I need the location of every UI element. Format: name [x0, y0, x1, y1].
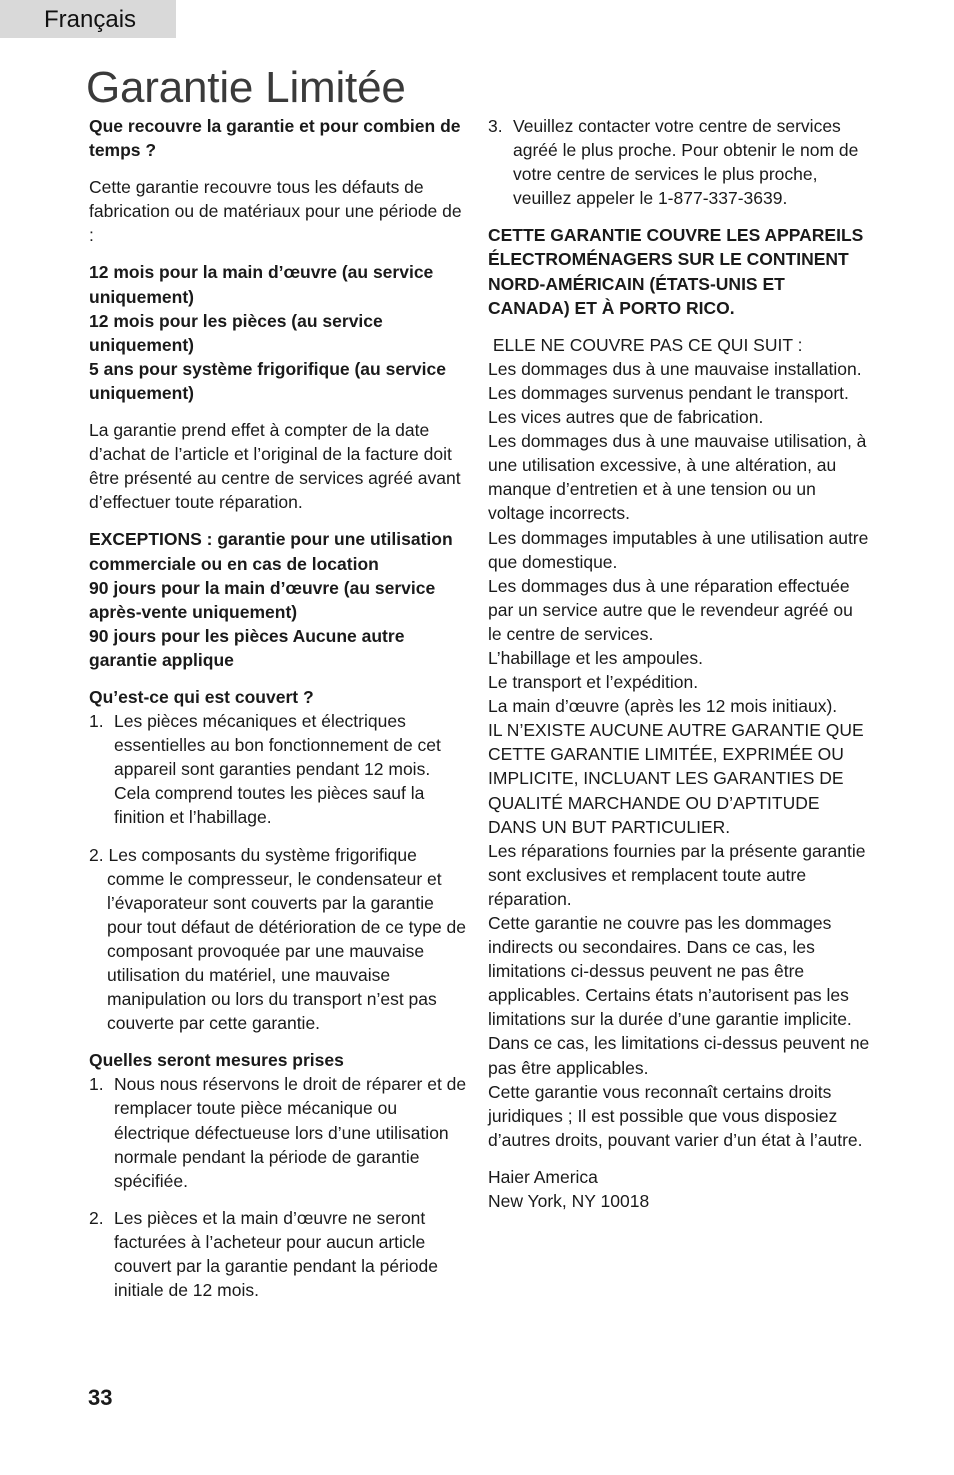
list-text: Les pièces et la main d’œuvre ne seront facturées à l’acheteur pour aucun article couvert par la garantie pendant la période initiale de 12 mois. — [114, 1207, 438, 1301]
disclaimer: IL N’EXISTE AUCUNE AUTRE GARANTIE QUE CETTE GARANTIE LIMITÉE, EXPRIMÉE OU IMPLICITE, INCLUANT LES GARANTIES DE QUALITÉ MARCHANDE OU D’APTITUDE DANS UN BUT PARTICULIER. — [488, 720, 864, 837]
coverage-region: CETTE GARANTIE COUVRE LES APPAREILS ÉLECTROMÉNAGERS SUR LE CONTINENT NORD-AMÉRICAIN (ÉTATS-UNIS ET CANADA) ET À PORTO RICO. — [488, 225, 864, 318]
list-item: Les dommages imputables à une utilisation autre que domestique. — [488, 527, 869, 572]
page-number: 33 — [88, 1385, 113, 1410]
list-item: Les dommages dus à une réparation effectuée par un service autre que le revendeur agréé ou le centre de services. — [488, 575, 853, 644]
right-column — [488, 114, 870, 1213]
term-parts: 12 mois pour les pièces (au service uniquement) — [89, 310, 383, 355]
list-number: 1. — [89, 1074, 104, 1095]
list-item: Le transport et l’expédition. — [488, 672, 699, 693]
list-number: 2. — [89, 844, 104, 865]
list-text: Les composants du système frigorifique comme le compresseur, le condensateur et l’évaporateur sont couverts par la garantie pour tout défaut de détérioration de ce type de composant provoquée par une mauvaise utilisation du matériel, une mauvaise manipulation ou lors du transport n’est pas couverte par cette garantie. — [107, 844, 467, 1034]
exception-note: garantie applique — [89, 649, 234, 670]
warranty-effect: La garantie prend effet à compter de la date d’achat de l’article et l’original de la facture doit être présenté au centre de services agréé avant d’effectuer toute réparation. — [89, 420, 461, 513]
exception-parts: 90 jours pour les pièces Aucune autre — [89, 625, 405, 646]
exceptions-heading: EXCEPTIONS : garantie pour une utilisation commerciale ou en cas de location — [89, 529, 453, 574]
company-name: Haier America — [488, 1166, 598, 1187]
measure-item — [89, 1206, 471, 1302]
company-address — [488, 1165, 870, 1213]
list-item: Les dommages dus à une mauvaise utilisation, à une utilisation excessive, à une altération, au manque d’entretien et à une tension ou un voltage incorrects. — [488, 431, 867, 524]
list-text: Les pièces mécaniques et électriques essentielles au bon fonctionnement de cet appareil sont garanties pendant 12 mois. Cela comprend toutes les pièces sauf la finition et l’habillage. — [114, 711, 441, 828]
exception-labor: 90 jours pour la main d’œuvre (au service après-vente uniquement) — [89, 577, 436, 622]
section-heading-coverage: Que recouvre la garantie et pour combien de temps ? — [89, 116, 461, 161]
not-covered-heading: ELLE NE COUVRE PAS CE QUI SUIT : — [488, 334, 803, 355]
section-heading-measures: Quelles seront mesures prises — [89, 1050, 344, 1071]
list-item: La main d’œuvre (après les 12 mois initiaux). — [488, 696, 838, 717]
term-labor: 12 mois pour la main d’œuvre (au service uniquement) — [89, 262, 434, 307]
company-city: New York, NY 10018 — [488, 1191, 650, 1212]
list-number: 3. — [488, 116, 503, 136]
not-covered-list — [488, 357, 870, 1152]
list-text: Nous nous réservons le droit de réparer et de remplacer toute pièce mécanique ou électrique défectueuse lors d’une utilisation normale pendant la période de garantie spécifiée. — [114, 1074, 467, 1191]
list-item: L’habillage et les ampoules. — [488, 647, 704, 668]
list-item: Les vices autres que de fabrication. — [488, 407, 764, 428]
list-item: Les dommages dus à une mauvaise installation. — [488, 358, 862, 379]
list-item: Les réparations fournies par la présente garantie sont exclusives et remplacent toute autre réparation. — [488, 840, 866, 909]
language-tab: Français — [0, 0, 176, 38]
list-text: Veuillez contacter votre centre de services agréé le plus proche. Pour obtenir le nom de votre centre de services le plus proche, veuillez appeler le 1-877-337-3639. — [513, 116, 859, 209]
covered-item — [89, 709, 471, 829]
measure-item — [488, 114, 870, 210]
measure-item — [89, 1072, 471, 1192]
list-item: Cette garantie ne couvre pas les dommages indirects ou secondaires. Dans ce cas, les limitations ci-dessus peuvent ne pas être applicables. Certains états n’autorisent pas les limitations sur la durée d’une garantie implicite. Dans ce cas, les limitations ci-dessus peuvent ne pas être applicables. — [488, 913, 870, 1078]
list-item: Les dommages survenus pendant le transport. — [488, 382, 849, 403]
left-column — [89, 114, 471, 1302]
list-number: 1. — [89, 711, 104, 732]
list-item: Cette garantie vous reconnaît certains droits juridiques ; Il est possible que vous disposiez d’autres droits, pouvant varier d’un état à l’autre. — [488, 1081, 863, 1150]
section-heading-covered: Qu’est-ce qui est couvert ? — [89, 686, 314, 707]
term-refrigeration: 5 ans pour système frigorifique (au service uniquement) — [89, 358, 446, 403]
exceptions-block — [89, 527, 471, 672]
coverage-terms — [89, 260, 471, 405]
coverage-intro: Cette garantie recouvre tous les défauts de fabrication ou de matériaux pour une période de : — [89, 177, 462, 246]
covered-item — [89, 843, 471, 1036]
list-number: 2. — [89, 1207, 104, 1228]
page-title: Garantie Limitée — [86, 63, 406, 112]
